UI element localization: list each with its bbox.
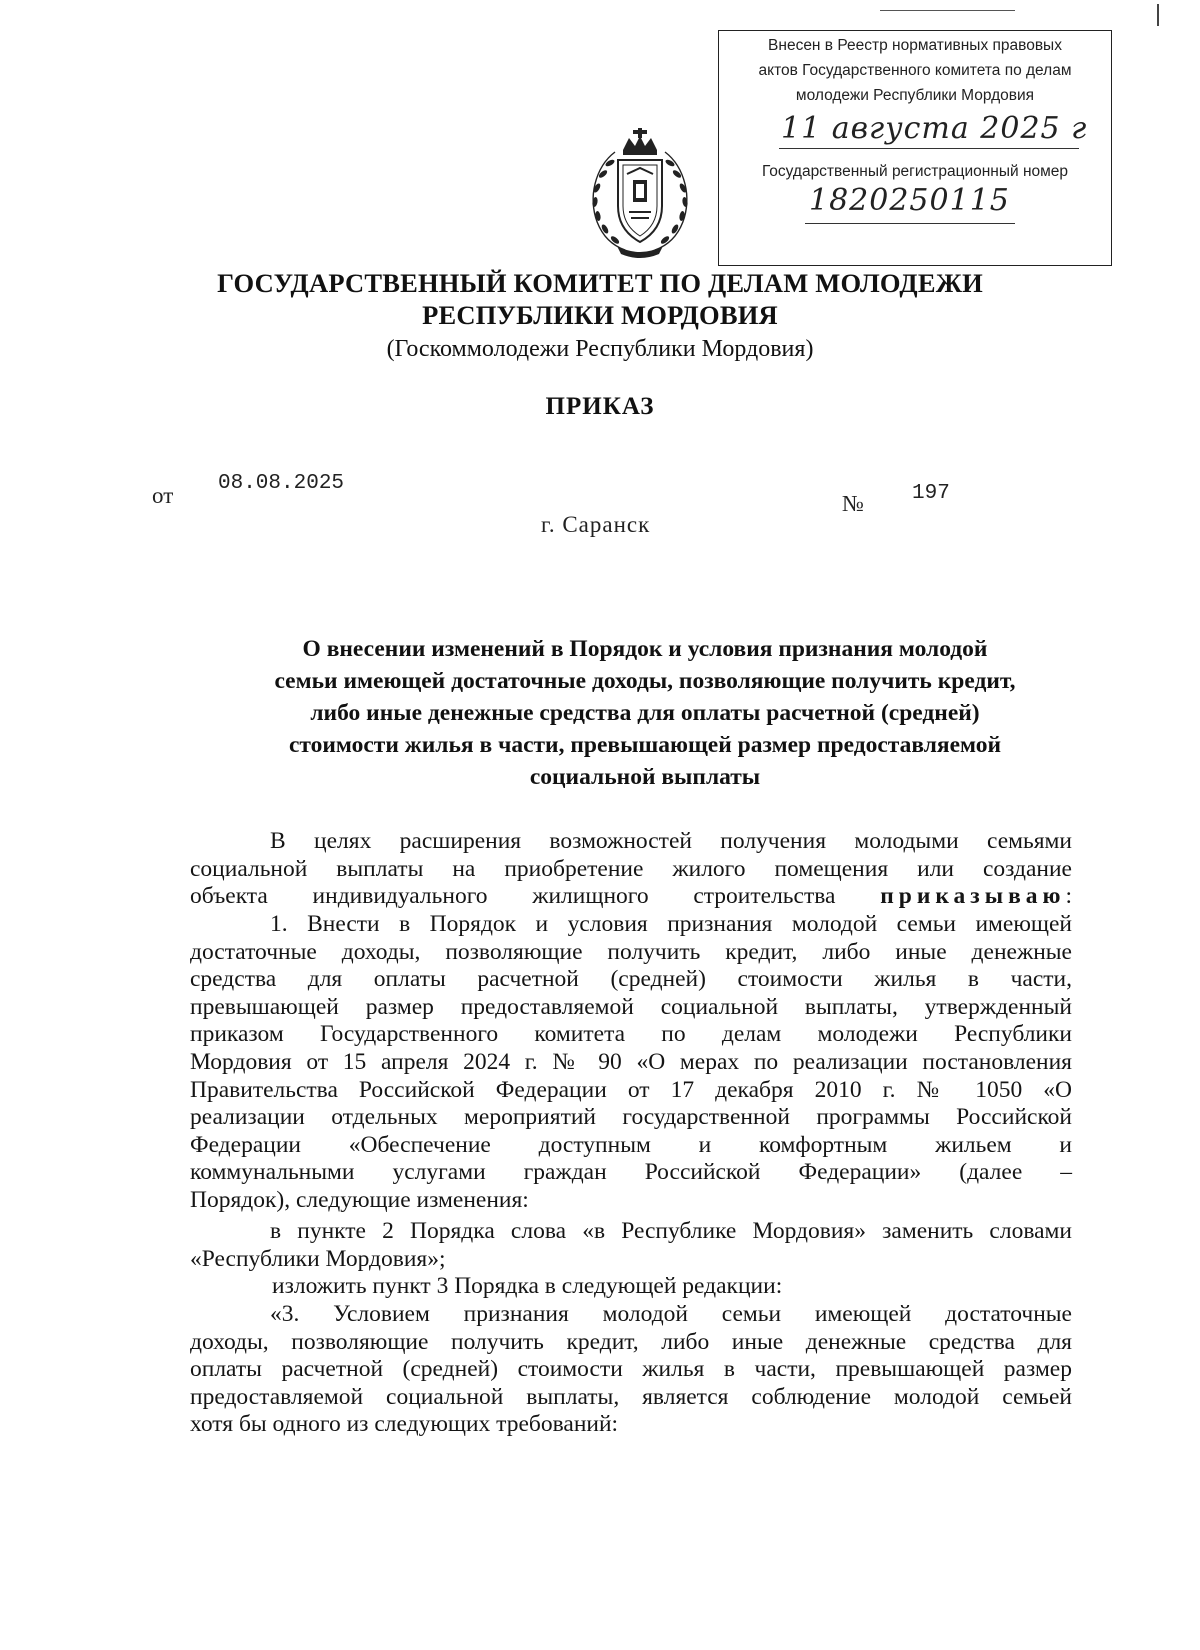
body-line: Порядок), следующие изменения: [190, 1186, 529, 1213]
body-paragraph-1 [190, 828, 1072, 911]
subject-line-2: семьи имеющей достаточные доходы, позволяющие получить кредит, [274, 668, 1016, 694]
coat-of-arms-emblem [585, 128, 695, 260]
city: г. Саранск [541, 512, 651, 537]
body-line: доходы, позволяющие получить кредит, либо иные денежные средства для [190, 1328, 1072, 1355]
date-prefix: от [152, 483, 174, 508]
body-paragraph-4 [190, 1273, 1072, 1301]
registry-date-handwritten: 11 августа 2025 г [781, 111, 1088, 146]
body-text-fragment: : [1065, 883, 1073, 910]
document-subject [220, 633, 1070, 793]
body-line: социальной выплаты на приобретение жилого помещения или создание [190, 855, 1072, 882]
doc-type-title: ПРИКАЗ [545, 393, 655, 420]
registry-number-label: Государственный регистрационный номер [761, 163, 1069, 180]
registry-line-2: актов Государственного комитета по делам [758, 62, 1072, 79]
body-line: В целях расширения возможностей получения молодыми семьями [270, 828, 1072, 854]
body-paragraph-3 [190, 1218, 1072, 1273]
body-line: средства для оплаты расчетной (средней) стоимости жилья в части, [190, 966, 1072, 993]
body-line: «Республики Мордовия»; [190, 1245, 446, 1272]
registry-number-underline [805, 223, 1015, 224]
subject-line-5: социальной выплаты [529, 764, 761, 790]
body-line: Правительства Российской Федерации от 17 декабря 2010 г. № 1050 «О [190, 1076, 1072, 1103]
scan-artifact-tick [1157, 4, 1159, 26]
body-paragraph-5 [190, 1301, 1072, 1439]
number-prefix: № [842, 491, 864, 516]
body-line: предоставляемой социальной выплаты, является соблюдение молодой семьей [190, 1383, 1072, 1410]
subject-line-1: О внесении изменений в Порядок и условия признания молодой [302, 636, 988, 662]
org-short-name: (Госкоммолодежи Республики Мордовия) [386, 336, 814, 362]
body-line [190, 883, 1072, 911]
body-line: Федерации «Обеспечение доступным и комфортным жильем и [190, 1131, 1072, 1158]
org-title-line-2: РЕСПУБЛИКИ МОРДОВИЯ [422, 300, 778, 330]
subject-line-4: стоимости жилья в части, превышающей размер предоставляемой [288, 732, 1002, 758]
body-text-fragment: объекта индивидуального жилищного строительства [190, 883, 836, 910]
body-line: в пункте 2 Порядка слова «в Республике Мордовия» заменить словами [270, 1218, 1072, 1244]
org-title-line-1: ГОСУДАРСТВЕННЫЙ КОМИТЕТ ПО ДЕЛАМ МОЛОДЕЖИ [217, 268, 983, 298]
document-number: 197 [912, 482, 950, 505]
scan-artifact-line [880, 10, 1015, 11]
body-line: достаточные доходы, позволяющие получить кредит, либо иные денежные [190, 938, 1072, 965]
body-line: хотя бы одного из следующих требований: [190, 1411, 619, 1438]
body-line: «3. Условием признания молодой семьи имеющей достаточные [270, 1301, 1072, 1327]
registry-date-underline [779, 148, 1079, 149]
registry-stamp [718, 30, 1112, 266]
order-keyword: приказываю [880, 883, 1066, 910]
registry-line-1: Внесен в Реестр нормативных правовых [768, 37, 1062, 54]
body-line: коммунальными услугами граждан Российской Федерации» (далее – [190, 1159, 1072, 1186]
body-line: 1. Внести в Порядок и условия признания молодой семьи имеющей [270, 911, 1072, 937]
body-paragraph-2 [190, 911, 1072, 1215]
body-line: оплаты расчетной (средней) стоимости жилья в части, превышающей размер [190, 1356, 1072, 1383]
registry-number-handwritten: 1820250115 [809, 183, 1010, 218]
registry-line-3: молодежи Республики Мордовия [795, 87, 1035, 104]
document-date: 08.08.2025 [218, 472, 345, 495]
body-line: реализации отдельных мероприятий государственной программы Российской [190, 1104, 1072, 1131]
subject-line-3: либо иные денежные средства для оплаты расчетной (средней) [310, 700, 980, 726]
body-line: превышающей размер предоставляемой социальной выплаты, утвержденный [190, 993, 1072, 1020]
body-line: изложить пункт 3 Порядка в следующей редакции: [272, 1273, 783, 1299]
body-line: Мордовия от 15 апреля 2024 г. № 90 «О мерах по реализации постановления [190, 1048, 1072, 1075]
body-line: приказом Государственного комитета по делам молодежи Республики [190, 1021, 1072, 1048]
